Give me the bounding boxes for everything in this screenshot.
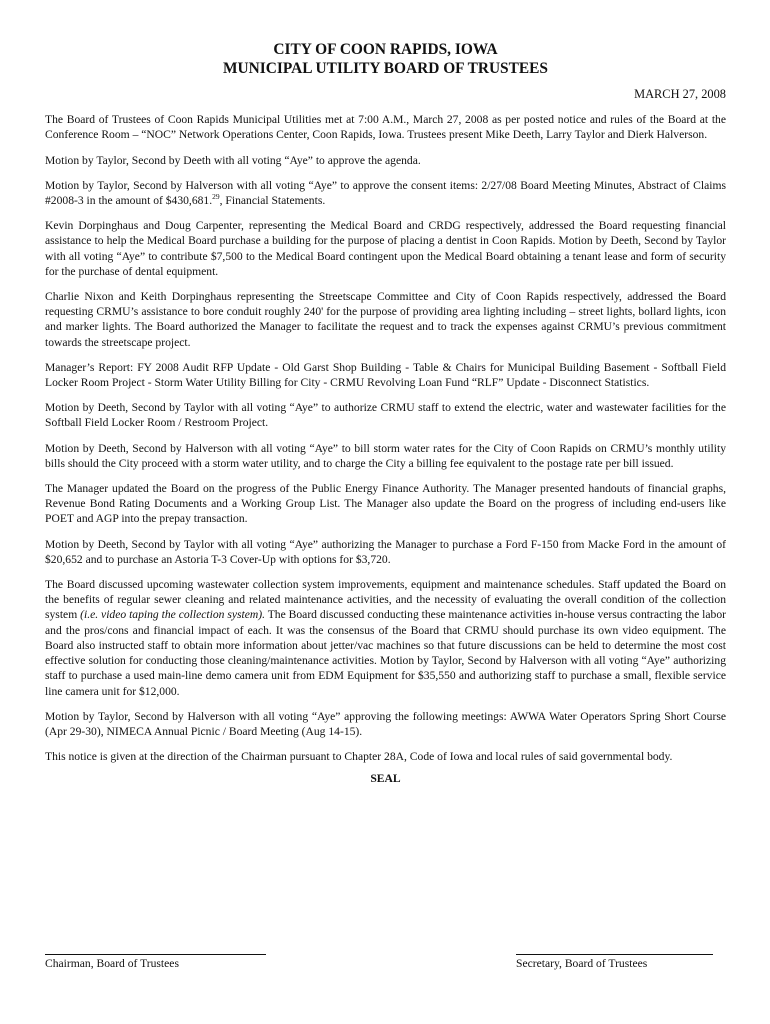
secretary-signature-block (516, 944, 713, 971)
title-line-city: CITY OF COON RAPIDS, IOWA (273, 41, 498, 58)
paragraph-vehicle-purchase-motion: Motion by Deeth, Second by Taylor with all voting “Aye” authorizing the Manager to purchase a Ford F-150 from Macke Ford in the amount of $20,652 and to purchase an Astoria T-3 Cover-Up with options for $3,720. (45, 537, 726, 566)
secretary-signature-line (516, 944, 713, 955)
consent-cents-superscript: 29 (212, 192, 220, 202)
wastewater-italic-note: (i.e. video taping the collection system). (80, 608, 265, 622)
chairman-signature-line (45, 944, 266, 955)
document-title (45, 40, 726, 78)
paragraph-managers-report: Manager’s Report: FY 2008 Audit RFP Update - Old Garst Shop Building - Table & Chairs for Municipal Building Basement - Softball Field Locker Room Project - Storm Water Utility Billing for City - CRMU Revolving Loan Fund “RLF” Update - Disconnect Statistics. (45, 360, 726, 390)
secretary-signature-label: Secretary, Board of Trustees (516, 957, 648, 970)
consent-text-b: , Financial Statements. (219, 194, 326, 208)
paragraph-streetscape: Charlie Nixon and Keith Dorpinghaus representing the Streetscape Committee and City of Coon Rapids respectively, addressed the Board requesting CRMU’s assistance to bore conduit roughly 240' for the purpose of providing area lighting including – street lights, bollard lights, icon and marker lights. The Board authorized the Manager to facilitate the request and to track the expenses against CRMU’s previous commitment towards the streetscape project. (45, 290, 726, 349)
paragraph-meetings-motion: Motion by Taylor, Second by Halverson with all voting “Aye” approving the following meetings: AWWA Water Operators Spring Short Course (Apr 29-30), NIMECA Annual Picnic / Board Meeting (Aug 14-15). (45, 709, 726, 738)
paragraph-energy-finance: The Manager updated the Board on the progress of the Public Energy Finance Authority. The Manager presented handouts of financial graphs, Revenue Bond Rating Documents and a Working Group List. The Manager also update the Board on the progress of including end-users like POET and AGP into the prepay transaction. (45, 482, 726, 526)
paragraph-storm-water-motion: Motion by Deeth, Second by Halverson with all voting “Aye” to bill storm water rates for the City of Coon Rapids on CRMU’s monthly utility bills should the City proceed with a storm water utility, and to charge the City a billing fee equivalent to the postage rate per bill issued. (45, 441, 726, 470)
seal-label: SEAL (370, 772, 401, 786)
paragraph-locker-room-motion: Motion by Deeth, Second by Taylor with all voting “Aye” to authorize CRMU staff to extend the electric, water and wastewater facilities for the Softball Field Locker Room / Restroom Project. (45, 401, 726, 430)
paragraph-consent-motion (45, 178, 726, 208)
chairman-signature-block (45, 944, 266, 971)
title-line-board: MUNICIPAL UTILITY BOARD OF TRUSTEES (223, 60, 548, 77)
paragraph-notice: This notice is given at the direction of the Chairman pursuant to Chapter 28A, Code of Iowa and local rules of said governmental body. (45, 750, 673, 764)
paragraph-attendance: The Board of Trustees of Coon Rapids Municipal Utilities met at 7:00 A.M., March 27, 2008 as per posted notice and rules of the Board at the Conference Room – “NOC” Network Operations Center, Coon Rapids, Iowa. Trustees present Mike Deeth, Larry Taylor and Dierk Halverson. (45, 113, 726, 142)
paragraph-wastewater-discussion (45, 577, 726, 699)
wastewater-text-b: The Board discussed conducting these maintenance activities in-house versus contracting the labor and the pros/cons and financial impact of each. It was the consensus of the Board that CRMU should purchase its own video equipment. The Board also instructed staff to obtain more information about jetter/vac machines so that future discussions can be held to determine the most cost effective solution for conducting those cleaning/maintenance activities. Motion by Taylor, Second by Halverson with all voting “Aye” authorizing staff to purchase a used main-line demo camera unit from EDM Equipment for $35,550 and authorizing staff to purchase a small, flexible service line camera unit for $12,000. (45, 608, 726, 698)
consent-text-a: Motion by Taylor, Second by Halverson with all voting “Aye” to approve the consent items: 2/27/08 Board Meeting Minutes, Abstract of Claims #2008-3 in the amount of $430,681. (45, 178, 726, 208)
chairman-signature-label: Chairman, Board of Trustees (45, 957, 179, 970)
meeting-date: MARCH 27, 2008 (634, 87, 726, 101)
paragraph-agenda-motion: Motion by Taylor, Second by Deeth with all voting “Aye” to approve the agenda. (45, 153, 421, 167)
wastewater-text-a: The Board discussed upcoming wastewater collection system improvements, equipment and maintenance schedules. Staff updated the Board on the benefits of regular sewer cleaning and related maintenance activities, and the necessity of evaluating the overall condition of the collection system (45, 578, 726, 622)
paragraph-medical-board: Kevin Dorpinghaus and Doug Carpenter, representing the Medical Board and CRDG respectively, addressed the Board requesting financial assistance to help the Medical Board purchase a building for the purpose of placing a dentist in Coon Rapids. Motion by Deeth, Second by Taylor with all voting “Aye” to contribute $7,500 to the Medical Board contingent upon the Medical Board obtaining a tenant lease and form of security for the purchase of dental equipment. (45, 219, 726, 278)
